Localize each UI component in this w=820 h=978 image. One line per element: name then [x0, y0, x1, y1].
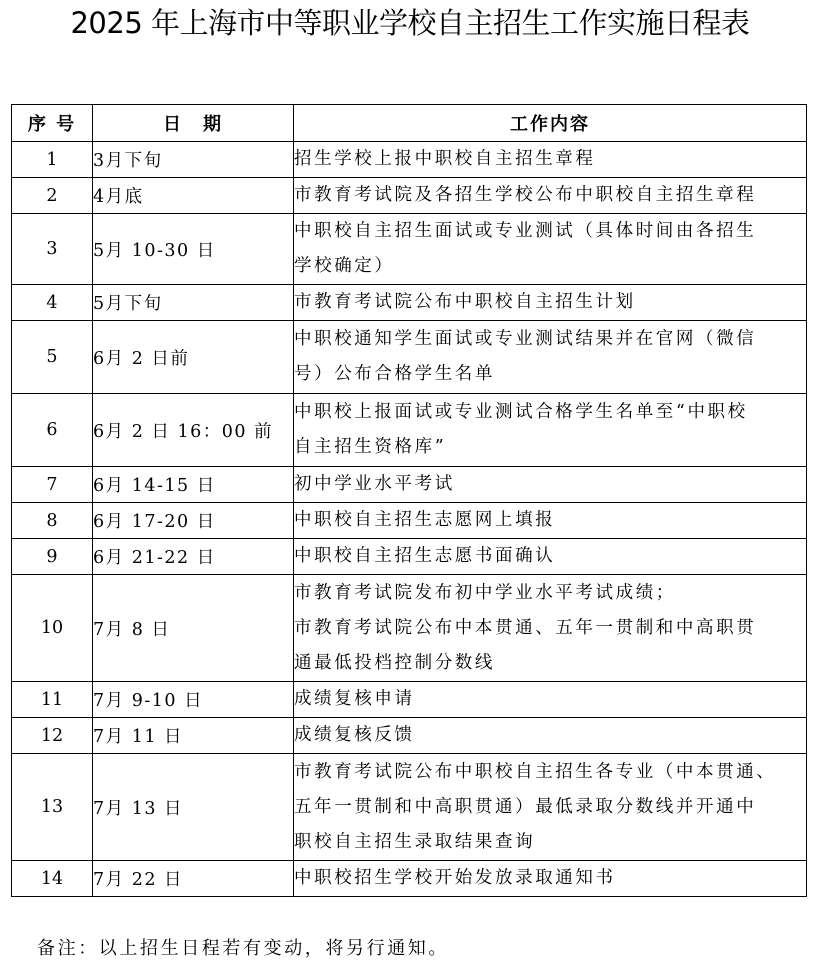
table-header-row — [12, 105, 807, 142]
row-work-content — [294, 718, 807, 754]
table-row — [12, 178, 807, 214]
row-work-content — [294, 394, 807, 467]
row-work-content — [294, 142, 807, 178]
row-work-content — [294, 503, 807, 539]
table-row — [12, 394, 807, 467]
row-date: 7月 11 日 — [93, 718, 294, 754]
row-date: 6月 14-15 日 — [93, 467, 294, 503]
work-line: 中职校招生学校开始发放录取通知书 — [294, 868, 616, 888]
row-date: 6月 2 日前 — [93, 321, 294, 394]
work-line: 成绩复核申请 — [294, 689, 415, 709]
row-work-content — [294, 285, 807, 321]
table-row — [12, 539, 807, 575]
row-date: 4月底 — [93, 178, 294, 214]
work-line: 职校自主招生录取结果查询 — [294, 831, 536, 852]
header-number: 序 号 — [12, 105, 93, 142]
row-work-content — [294, 575, 807, 682]
work-line: 成绩复核反馈 — [294, 725, 415, 745]
row-work-content — [294, 467, 807, 503]
row-number: 13 — [12, 754, 93, 861]
row-date: 3月下旬 — [93, 142, 294, 178]
table-row — [12, 214, 807, 285]
row-number: 11 — [12, 682, 93, 718]
row-number: 6 — [12, 394, 93, 467]
row-number: 10 — [12, 575, 93, 682]
table-row — [12, 575, 807, 682]
work-line: 自主招生资格库” — [294, 437, 447, 457]
work-line: 初中学业水平考试 — [294, 474, 455, 494]
row-date: 7月 9-10 日 — [93, 682, 294, 718]
header-date: 日 期 — [93, 105, 294, 142]
row-date: 7月 8 日 — [93, 575, 294, 682]
row-number: 3 — [12, 214, 93, 285]
footnote: 备注：以上招生日程若有变动，将另行通知。 — [37, 938, 449, 959]
row-date: 5月 10-30 日 — [93, 214, 294, 285]
table-row — [12, 754, 807, 861]
work-line: 招生学校上报中职校自主招生章程 — [294, 149, 596, 169]
work-line: 中职校自主招生志愿网上填报 — [294, 510, 556, 530]
row-date: 7月 22 日 — [93, 861, 294, 897]
row-work-content — [294, 178, 807, 214]
work-line: 学校确定） — [294, 256, 395, 276]
table-row — [12, 321, 807, 394]
work-line: 市教育考试院公布中职校自主招生计划 — [294, 292, 636, 312]
work-line: 中职校自主招生志愿书面确认 — [294, 546, 556, 566]
work-line: 中职校通知学生面试或专业测试结果并在官网（微信 — [294, 329, 757, 349]
row-date: 7月 13 日 — [93, 754, 294, 861]
row-number: 14 — [12, 861, 93, 897]
row-work-content — [294, 682, 807, 718]
work-line: 五年一贯制和中高职贯通）最低录取分数线并开通中 — [294, 796, 757, 817]
row-work-content — [294, 214, 807, 285]
row-work-content — [294, 754, 807, 861]
row-number: 1 — [12, 142, 93, 178]
row-number: 5 — [12, 321, 93, 394]
row-work-content — [294, 861, 807, 897]
table-row — [12, 467, 807, 503]
table-row — [12, 682, 807, 718]
row-number: 8 — [12, 503, 93, 539]
table-row — [12, 861, 807, 897]
work-line: 市教育考试院公布中本贯通、五年一贯制和中高职贯 — [294, 617, 757, 638]
row-number: 7 — [12, 467, 93, 503]
work-line: 号）公布合格学生名单 — [294, 364, 495, 384]
page-title: 2025 年上海市中等职业学校自主招生工作实施日程表 — [70, 6, 750, 40]
table-row — [12, 285, 807, 321]
row-work-content — [294, 321, 807, 394]
work-line: 中职校自主招生面试或专业测试（具体时间由各招生 — [294, 221, 757, 241]
row-number: 12 — [12, 718, 93, 754]
work-line: 市教育考试院公布中职校自主招生各专业（中本贯通、 — [294, 761, 777, 782]
row-date: 6月 17-20 日 — [93, 503, 294, 539]
row-work-content — [294, 539, 807, 575]
table-row — [12, 718, 807, 754]
work-line: 市教育考试院及各招生学校公布中职校自主招生章程 — [294, 185, 757, 205]
row-date: 6月 2 日 16：00 前 — [93, 394, 294, 467]
work-line: 中职校上报面试或专业测试合格学生名单至“中职校 — [294, 402, 748, 422]
row-date: 6月 21-22 日 — [93, 539, 294, 575]
table-row — [12, 503, 807, 539]
table-row — [12, 142, 807, 178]
row-number: 4 — [12, 285, 93, 321]
work-line: 通最低投档控制分数线 — [294, 652, 495, 673]
row-date: 5月下旬 — [93, 285, 294, 321]
row-number: 9 — [12, 539, 93, 575]
schedule-table — [11, 104, 807, 897]
work-line: 市教育考试院发布初中学业水平考试成绩； — [294, 582, 676, 603]
row-number: 2 — [12, 178, 93, 214]
header-work-content: 工作内容 — [294, 105, 807, 142]
